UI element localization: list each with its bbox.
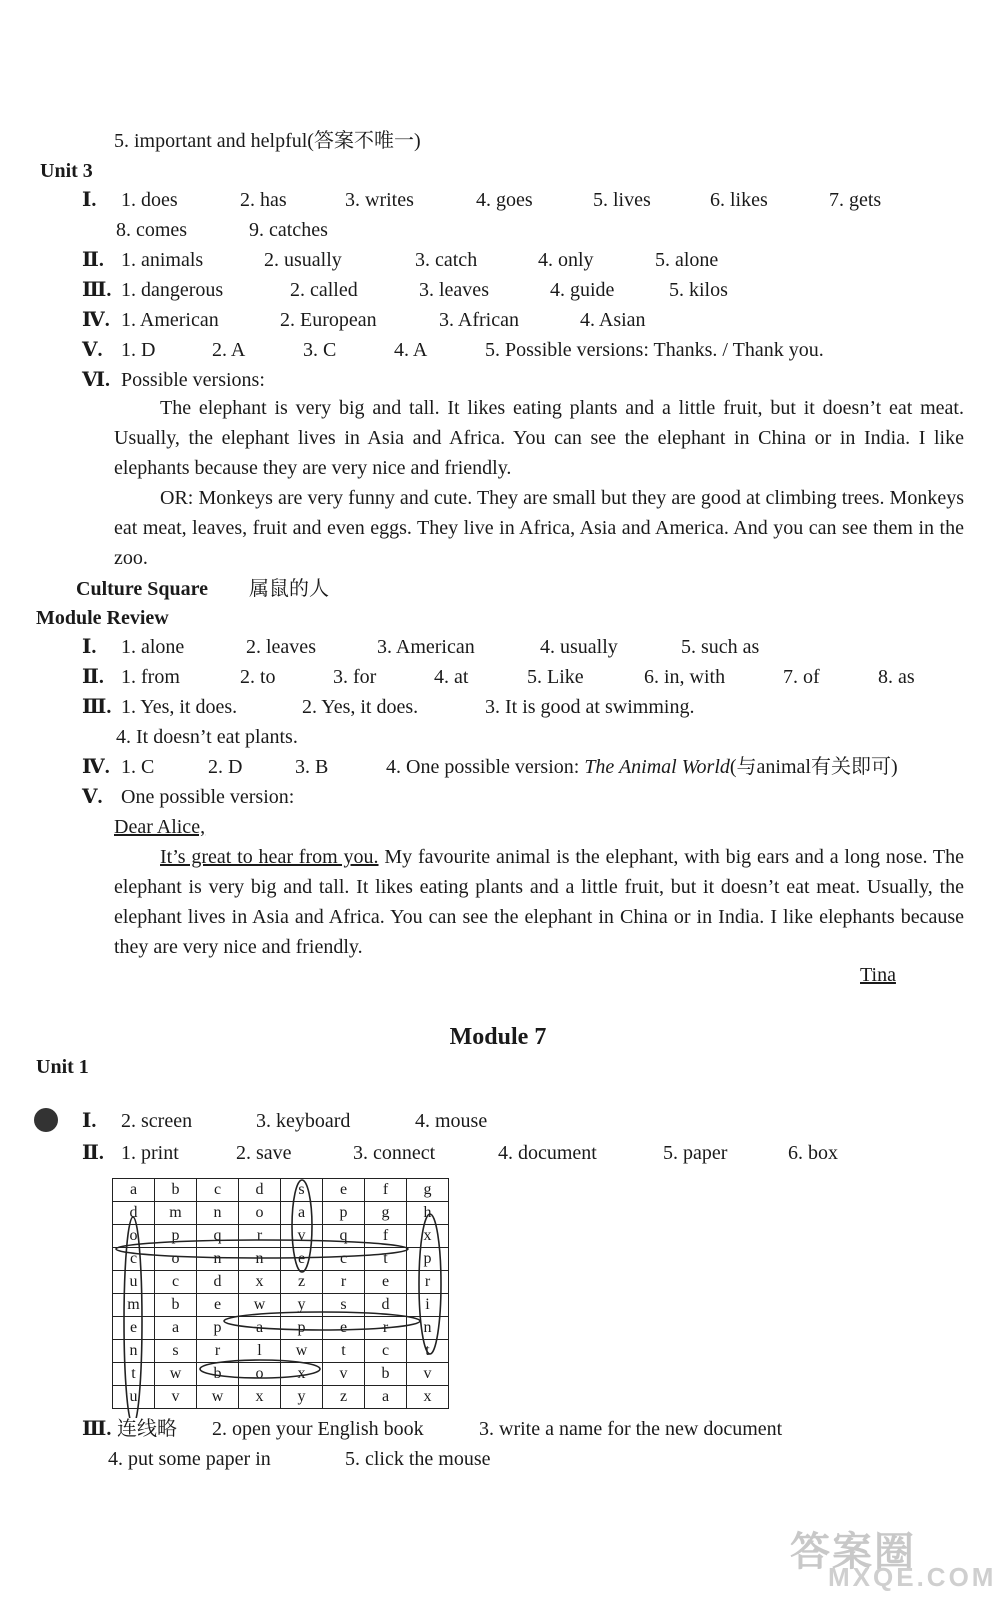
grid-cell: n [197, 1202, 239, 1225]
grid-cell: r [239, 1225, 281, 1248]
unit3-section-2 [82, 247, 718, 273]
answer-item: 2. European [280, 309, 377, 331]
answer-item: 1. dangerous [121, 279, 224, 301]
grid-cell: p [281, 1317, 323, 1340]
grid-cell: s [155, 1340, 197, 1363]
letter-opening: It’s great to hear from you. [160, 846, 379, 868]
grid-cell: q [323, 1225, 365, 1248]
listening-icon [34, 1108, 58, 1132]
grid-cell: r [197, 1340, 239, 1363]
section-number: Ⅲ. [82, 696, 112, 718]
grid-cell: o [239, 1363, 281, 1386]
answer-item: 3. B [295, 756, 329, 778]
module7-unit-heading: Unit 1 [36, 1056, 89, 1078]
section-number: Ⅲ. [82, 279, 112, 301]
grid-cell: d [197, 1271, 239, 1294]
culture-square-label: Culture Square [76, 578, 209, 600]
grid-cell: y [281, 1386, 323, 1409]
section-number: Ⅰ. [82, 1110, 97, 1132]
answer-item: 4. Asian [580, 309, 646, 331]
grid-cell: c [197, 1179, 239, 1202]
grid-cell: b [155, 1179, 197, 1202]
grid-cell: g [407, 1179, 449, 1202]
m7-section-1 [82, 1108, 487, 1134]
grid-cell: t [407, 1340, 449, 1363]
grid-cell: x [239, 1386, 281, 1409]
section-number: Ⅱ. [82, 1142, 104, 1164]
grid-cell: u [113, 1386, 155, 1409]
review-section-4 [82, 754, 898, 780]
grid-cell: p [197, 1317, 239, 1340]
module-review-heading: Module Review [36, 607, 169, 629]
grid-cell: d [239, 1179, 281, 1202]
answer-item: 1. print [121, 1142, 179, 1164]
grid-cell: c [323, 1248, 365, 1271]
section-number: Ⅰ. [82, 189, 97, 211]
answer-item: 8. as [878, 666, 915, 688]
answer-item: 4. A [394, 339, 428, 361]
answer-item: 4. document [498, 1142, 597, 1164]
watermark-logo: 答案圈 [790, 1530, 916, 1574]
grid-cell: r [407, 1271, 449, 1294]
answer-item-note: (与animal有关即可) [729, 756, 898, 778]
unit3-section-1 [82, 187, 881, 213]
grid-cell: v [323, 1363, 365, 1386]
grid-cell: p [323, 1202, 365, 1225]
grid-cell: t [113, 1363, 155, 1386]
answer-item: 1. animals [121, 249, 204, 271]
answer-item: 4. goes [476, 189, 533, 211]
answer-item: 9. catches [249, 219, 328, 241]
section-number: Ⅲ. [82, 1418, 112, 1440]
letter-signature [860, 962, 896, 988]
answer-item: 5. alone [655, 249, 719, 271]
answer-item: 1. C [121, 756, 155, 778]
grid-cell: w [197, 1386, 239, 1409]
grid-row [113, 1225, 449, 1248]
grid-cell: q [197, 1225, 239, 1248]
grid-row [113, 1294, 449, 1317]
grid-cell: n [113, 1340, 155, 1363]
answer-item: 2. leaves [246, 636, 316, 658]
answer-item: 4. usually [540, 636, 618, 658]
grid-cell: a [281, 1202, 323, 1225]
watermark-url: MXQE.COM [828, 1562, 996, 1592]
m7-section-3 [82, 1416, 782, 1442]
grid-cell: u [113, 1271, 155, 1294]
grid-cell: o [239, 1202, 281, 1225]
grid-cell: t [365, 1248, 407, 1271]
answer-item: 1. Yes, it does. [121, 696, 238, 718]
grid-cell: b [197, 1363, 239, 1386]
greeting-text: Dear Alice, [114, 816, 206, 838]
grid-cell: n [197, 1248, 239, 1271]
answer-item: 2. D [208, 756, 243, 778]
m7-section-3-cont [108, 1446, 491, 1472]
answer-item: 4. mouse [415, 1110, 488, 1132]
section-label: Possible versions: [121, 369, 265, 391]
answer-item: 8. comes [116, 219, 188, 241]
grid-cell: c [365, 1340, 407, 1363]
section-number: Ⅳ. [82, 756, 110, 778]
answer-item: 5. Possible versions: Thanks. / Thank you. [485, 339, 824, 361]
grid-cell: b [365, 1363, 407, 1386]
grid-row [113, 1317, 449, 1340]
section-label: One possible version: [121, 786, 295, 808]
section-number: Ⅳ. [82, 309, 110, 331]
answer-item: 2. A [212, 339, 246, 361]
grid-cell: r [323, 1271, 365, 1294]
section-number: Ⅱ. [82, 249, 104, 271]
m7-section-2 [82, 1140, 838, 1166]
letter-text: My favourite animal is the elephant, with big ears and a long nose. The elephant is very big and tall. It likes eating plants and a little fruit, but it doesn’t eat meat. Usually, the elephant lives in Asia and Africa. You can see the elephant in China or in India. I like elephants because they are very nice and friendly. [114, 846, 965, 958]
grid-cell: n [239, 1248, 281, 1271]
grid-cell: f [365, 1179, 407, 1202]
answer-item: 3. for [333, 666, 377, 688]
grid-cell: a [155, 1317, 197, 1340]
module-title: Module 7 [449, 1024, 547, 1050]
letter-greeting [114, 814, 205, 840]
answer-item: 3. keyboard [256, 1110, 351, 1132]
answer-item: 5. Like [527, 666, 584, 688]
answer-item: 6. in, with [644, 666, 726, 688]
grid-cell: t [323, 1340, 365, 1363]
unit3-section-4 [82, 307, 646, 333]
review-section-3-cont [116, 724, 298, 750]
answer-item: 3. C [303, 339, 337, 361]
answer-item: 6. likes [710, 189, 768, 211]
grid-cell: a [365, 1386, 407, 1409]
review-section-2 [82, 664, 915, 690]
grid-cell: y [281, 1294, 323, 1317]
answer-item: 3. African [439, 309, 519, 331]
grid-cell: e [281, 1248, 323, 1271]
grid-cell: s [323, 1294, 365, 1317]
answer-item: 2. screen [121, 1110, 193, 1132]
grid-cell: a [239, 1317, 281, 1340]
answer-item: 4. put some paper in [108, 1448, 271, 1470]
grid-cell: m [155, 1202, 197, 1225]
answer-item: 4. guide [550, 279, 615, 301]
grid-cell: i [407, 1294, 449, 1317]
letter-body [114, 842, 964, 962]
review-section-1 [82, 634, 759, 660]
grid-cell: n [407, 1317, 449, 1340]
answer-item: 3. write a name for the new document [479, 1418, 783, 1440]
grid-row [113, 1363, 449, 1386]
section-number: Ⅴ. [82, 786, 103, 808]
answer-item: 3. American [377, 636, 475, 658]
grid-cell: s [281, 1179, 323, 1202]
unit3-section-5 [82, 337, 824, 363]
answer-item: 5. click the mouse [345, 1448, 491, 1470]
grid-cell: p [407, 1248, 449, 1271]
grid-cell: d [365, 1294, 407, 1317]
answer-item: 2. usually [264, 249, 342, 271]
unit3-essay [114, 393, 964, 573]
grid-cell: x [239, 1271, 281, 1294]
grid-cell: z [323, 1386, 365, 1409]
essay-paragraph: The elephant is very big and tall. It likes eating plants and a little fruit, but it doesn’t eat meat. Usually, the elephant lives in Asia and Africa. You can see the elephant in China or in India. I like elephants because they are very nice and friendly. [114, 397, 964, 479]
grid-cell: e [113, 1317, 155, 1340]
grid-cell: d [113, 1202, 155, 1225]
section-number: Ⅴ. [82, 339, 103, 361]
section-number: Ⅵ. [82, 369, 110, 391]
answer-item: 4. It doesn’t eat plants. [116, 726, 298, 748]
answer-item: 5. kilos [669, 279, 728, 301]
answer-item: 1. does [121, 189, 178, 211]
answer-item: 4. at [434, 666, 469, 688]
grid-cell: e [323, 1317, 365, 1340]
grid-cell: w [155, 1363, 197, 1386]
grid-cell: g [365, 1202, 407, 1225]
grid-cell: c [113, 1248, 155, 1271]
answer-item: 3. connect [353, 1142, 436, 1164]
grid-cell: e [197, 1294, 239, 1317]
grid-row [113, 1202, 449, 1225]
answer-item: 7. of [783, 666, 820, 688]
answer-item: 5. such as [681, 636, 760, 658]
unit3-section-6 [82, 367, 265, 393]
grid-cell: z [281, 1271, 323, 1294]
answer-item: 1. American [121, 309, 219, 331]
grid-cell: l [239, 1340, 281, 1363]
grid-row [113, 1340, 449, 1363]
grid-cell: o [113, 1225, 155, 1248]
grid-cell: o [155, 1248, 197, 1271]
grid-cell: w [239, 1294, 281, 1317]
answer-item: 5. lives [593, 189, 651, 211]
answer-item: 连线略 [117, 1418, 177, 1440]
unit3-section-1-cont [116, 217, 328, 243]
answer-item: 3. writes [345, 189, 414, 211]
culture-square-value: 属鼠的人 [249, 578, 329, 600]
grid-row [113, 1271, 449, 1294]
answer-item: 5. paper [663, 1142, 728, 1164]
unit3-heading: Unit 3 [40, 160, 93, 182]
answer-item: 4. only [538, 249, 594, 271]
unit3-section-3 [82, 277, 728, 303]
review-section-3 [82, 694, 694, 720]
grid-cell: p [155, 1225, 197, 1248]
grid-cell: v [155, 1386, 197, 1409]
essay-paragraph: OR: Monkeys are very funny and cute. They are small but they are good at climbing trees. Monkeys eat meat, leaves, fruit and even eggs. They live in Africa, Asia and America. And you can see them in the zoo. [114, 487, 964, 569]
answer-item: 3. catch [415, 249, 478, 271]
answer-item: 6. box [788, 1142, 838, 1164]
grid-cell: a [113, 1179, 155, 1202]
answer-item: 2. save [236, 1142, 292, 1164]
answer-item: 3. It is good at swimming. [485, 696, 695, 718]
answer-item: 2. to [240, 666, 276, 688]
grid-cell: e [365, 1271, 407, 1294]
answer-item: 7. gets [829, 189, 882, 211]
grid-row [113, 1386, 449, 1409]
grid-cell: e [323, 1179, 365, 1202]
answer-item: 2. has [240, 189, 287, 211]
grid-cell: x [407, 1386, 449, 1409]
grid-cell: w [281, 1340, 323, 1363]
grid-cell: v [281, 1225, 323, 1248]
section-number: Ⅱ. [82, 666, 104, 688]
answer-line-top: 5. important and helpful(答案不唯一) [114, 130, 421, 152]
word-search-grid [112, 1178, 449, 1409]
section-number: Ⅰ. [82, 636, 97, 658]
grid-cell: m [113, 1294, 155, 1317]
answer-item: 2. open your English book [212, 1418, 424, 1440]
grid-cell: h [407, 1202, 449, 1225]
answer-item: 2. called [290, 279, 358, 301]
culture-square [76, 576, 329, 602]
grid-row [113, 1248, 449, 1271]
answer-item: 1. D [121, 339, 156, 361]
answer-item: 1. alone [121, 636, 185, 658]
grid-cell: x [281, 1363, 323, 1386]
grid-cell: v [407, 1363, 449, 1386]
answer-item: 1. from [121, 666, 180, 688]
grid-cell: b [155, 1294, 197, 1317]
signature-text: Tina [860, 964, 896, 986]
answer-item: 2. Yes, it does. [302, 696, 419, 718]
grid-cell: x [407, 1225, 449, 1248]
review-section-5 [82, 784, 294, 810]
grid-cell: r [365, 1317, 407, 1340]
answer-item-prefix: 4. One possible version: [386, 756, 585, 778]
answer-item: 3. leaves [419, 279, 489, 301]
grid-cell: c [155, 1271, 197, 1294]
grid-cell: f [365, 1225, 407, 1248]
grid-row [113, 1179, 449, 1202]
book-title: The Animal World [584, 756, 730, 778]
